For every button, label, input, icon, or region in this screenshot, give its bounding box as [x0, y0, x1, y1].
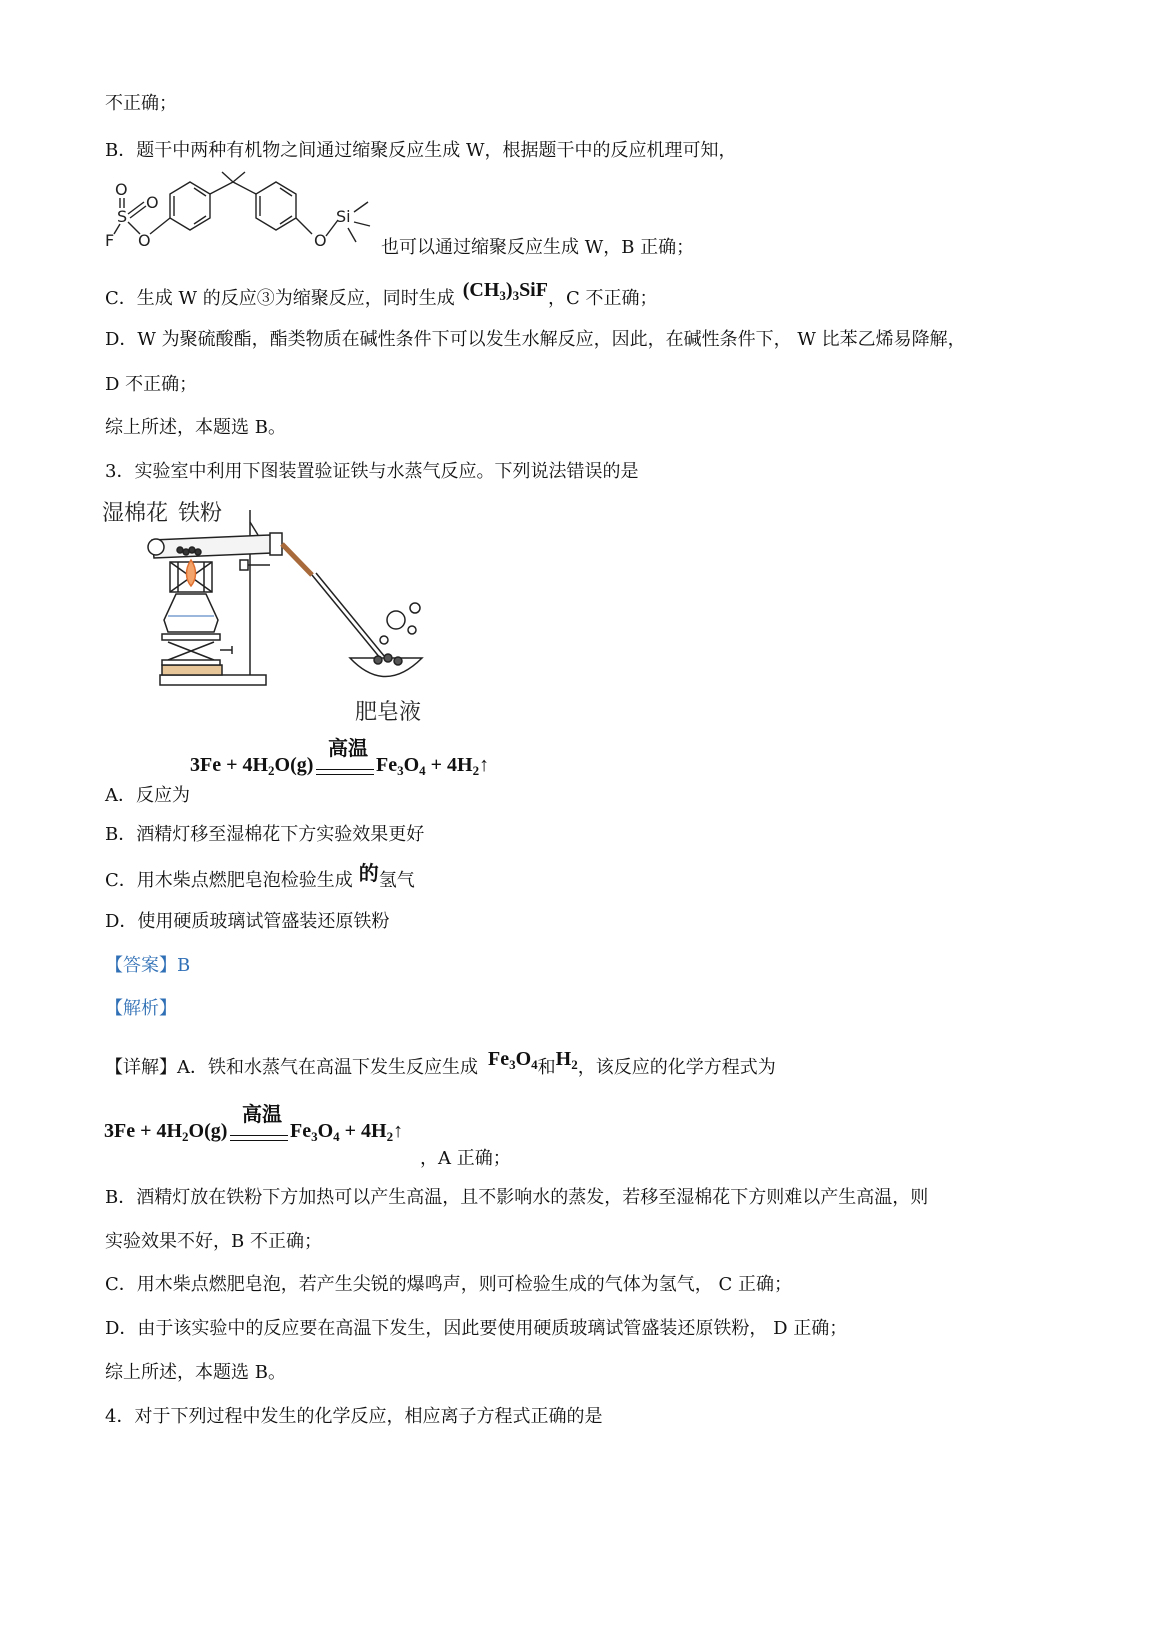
text-line: D．W 为聚硫酸酯，酯类物质在碱性条件下可以发生水解反应，因此，在碱性条件下， W 比苯乙烯易降解， — [105, 329, 966, 350]
question-3: 3．实验室中利用下图装置验证铁与水蒸气反应。下列说法错误的是 — [105, 461, 639, 482]
atom-label: F — [105, 231, 115, 250]
option-d: D．使用硬质玻璃试管盛装还原铁粉 — [105, 911, 390, 932]
equation-double-line — [316, 769, 374, 775]
option-b: B．酒精灯移至湿棉花下方实验效果更好 — [105, 824, 425, 845]
formula-fe3o4: $Fe_3O_4$ — [488, 1048, 538, 1072]
chemical-structure — [100, 170, 380, 260]
text-segment: 的 — [358, 863, 379, 885]
equation-double-line — [230, 1135, 288, 1141]
label-soap: 肥皂液 — [355, 700, 422, 725]
atom-label: O — [146, 193, 159, 212]
atom-label: Si — [336, 207, 351, 226]
equation-left: $3Fe + 4H_2O(g)$ — [104, 1120, 228, 1144]
text-line: D．由于该实验中的反应要在高温下发生，因此要使用硬质玻璃试管盛装还原铁粉， D 正确； — [105, 1318, 848, 1339]
text-line: 综上所述，本题选 B。 — [105, 417, 286, 438]
formula-chsif: $(CH_3)_3SiF$ — [462, 279, 548, 303]
equation-right: $Fe_3O_4$ + $4H_2↑$ — [376, 754, 490, 778]
text-segment: 【详解】A．铁和水蒸气在高温下发生反应生成 — [105, 1057, 478, 1078]
answer-label: 【答案】B — [105, 955, 191, 976]
label-iron: 铁粉 — [178, 501, 223, 526]
text-line: ，A 正确； — [420, 1148, 511, 1169]
atom-label: O — [314, 231, 327, 250]
option-c — [105, 863, 415, 893]
label-cotton: 湿棉花 — [102, 501, 169, 526]
apparatus-figure — [140, 500, 440, 695]
formula-h2: $H_2$ — [555, 1048, 578, 1072]
text-segment: 和 — [537, 1057, 556, 1078]
equation-1 — [190, 732, 520, 782]
equation-left: $3Fe + 4H_2O(g)$ — [190, 754, 314, 778]
text-line: B．酒精灯放在铁粉下方加热可以产生高温，且不影响水的蒸发，若移至湿棉花下方则难以产生高温，则 — [105, 1187, 929, 1208]
text-segment: 氢气 — [378, 870, 415, 891]
analysis-heading: 【解析】 — [105, 998, 177, 1019]
text-line: 实验效果不好，B 不正确； — [105, 1231, 322, 1252]
text-line: D 不正确； — [105, 374, 198, 395]
text-segment: ，C 不正确； — [547, 288, 658, 309]
atom-label: O — [138, 231, 151, 250]
atom-label: S — [117, 207, 128, 226]
question-4: 4．对于下列过程中发生的化学反应，相应离子方程式正确的是 — [105, 1406, 603, 1427]
text-segment: ，该反应的化学方程式为 — [577, 1057, 776, 1078]
option-a: A．反应为 — [105, 785, 190, 806]
equation-condition: 高温 — [328, 738, 368, 760]
text-line: 综上所述，本题选 B。 — [105, 1362, 286, 1383]
equation-right: $Fe_3O_4$ + $4H_2↑$ — [290, 1120, 404, 1144]
equation-2 — [104, 1098, 434, 1148]
text-segment: C．用木柴点燃肥皂泡检验生成 — [105, 870, 353, 891]
text-line: 不正确； — [105, 93, 177, 114]
atom-label: O — [115, 180, 128, 199]
detail-line — [105, 1048, 776, 1085]
text-line: C．用木柴点燃肥皂泡，若产生尖锐的爆鸣声，则可检验生成的气体为氢气， C 正确； — [105, 1274, 792, 1295]
equation-condition: 高温 — [242, 1104, 282, 1126]
text-line: 也可以通过缩聚反应生成 W，B 正确； — [381, 237, 695, 258]
answer — [105, 954, 190, 978]
text-line — [105, 279, 658, 316]
text-line: B．题干中两种有机物之间通过缩聚反应生成 W，根据题干中的反应机理可知， — [105, 140, 737, 161]
text-segment: C．生成 W 的反应③为缩聚反应，同时生成 — [105, 288, 455, 309]
